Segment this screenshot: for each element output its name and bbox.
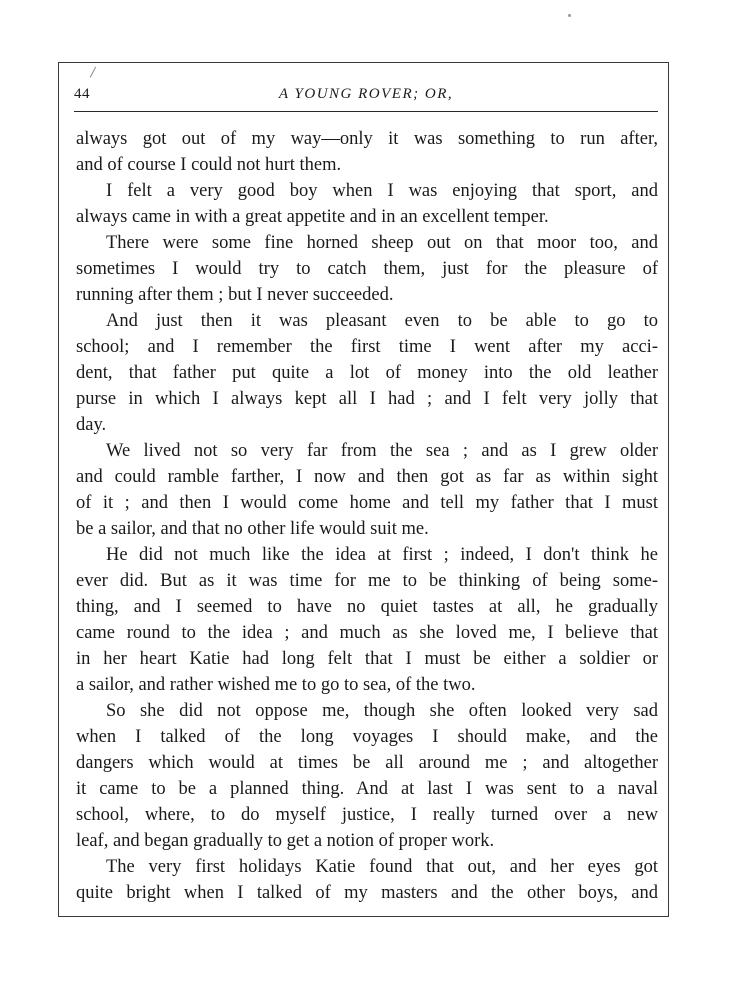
text-line: school; and I remember the first time I went after my acci-: [76, 337, 658, 357]
text-line: always came in with a great appetite and in an excellent temper.: [76, 207, 549, 227]
text-line: and of course I could not hurt them.: [76, 155, 342, 175]
text-line: sometimes I would try to catch them, just for the pleasure of: [76, 259, 658, 279]
text-line: be a sailor, and that no other life would suit me.: [76, 519, 429, 539]
body-text: [76, 126, 658, 906]
running-head: A YOUNG ROVER; OR,: [278, 86, 454, 102]
text-line: in her heart Katie had long felt that I must be either a soldier or: [76, 649, 658, 669]
text-line: So she did not oppose me, though she often looked very sad: [106, 701, 658, 721]
text-line: when I talked of the long voyages I should make, and the: [76, 727, 658, 747]
text-line: a sailor, and rather wished me to go to sea, of the two.: [76, 675, 476, 695]
text-line: day.: [76, 415, 107, 435]
text-line: I felt a very good boy when I was enjoying that sport, and: [106, 181, 658, 201]
text-line: it came to be a planned thing. And at last I was sent to a naval: [76, 779, 658, 799]
text-line: purse in which I always kept all I had ; and I felt very jolly that: [76, 389, 658, 409]
text-line: We lived not so very far from the sea ; and as I grew older: [106, 441, 658, 461]
text-line: school, where, to do myself justice, I really turned over a new: [76, 805, 658, 825]
text-line: of it ; and then I would come home and tell my father that I must: [76, 493, 658, 513]
text-line: The very first holidays Katie found that out, and her eyes got: [106, 857, 658, 877]
page-number: 44: [74, 86, 90, 102]
header-rule: [74, 111, 658, 112]
text-line: He did not much like the idea at first ; indeed, I don't think he: [106, 545, 658, 565]
text-line: came round to the idea ; and much as she loved me, I believe that: [76, 623, 658, 643]
text-line: ever did. But as it was time for me to be thinking of being some-: [76, 571, 658, 591]
text-line: And just then it was pleasant even to be able to go to: [106, 311, 658, 331]
text-line: quite bright when I talked of my masters and the other boys, and: [76, 883, 658, 903]
text-line: thing, and I seemed to have no quiet tastes at all, he gradually: [76, 597, 658, 617]
page-header: [74, 86, 658, 108]
text-line: dent, that father put quite a lot of money into the old leather: [76, 363, 658, 383]
text-line: dangers which would at times be all around me ; and altogether: [76, 753, 658, 773]
text-line: There were some fine horned sheep out on that moor too, and: [106, 233, 658, 253]
text-line: always got out of my way—only it was something to run after,: [76, 129, 658, 149]
text-line: and could ramble farther, I now and then got as far as within sight: [76, 467, 658, 487]
text-line: running after them ; but I never succeeded.: [76, 285, 394, 305]
text-line: leaf, and began gradually to get a notion of proper work.: [76, 831, 495, 851]
paper-speck: [568, 14, 571, 17]
